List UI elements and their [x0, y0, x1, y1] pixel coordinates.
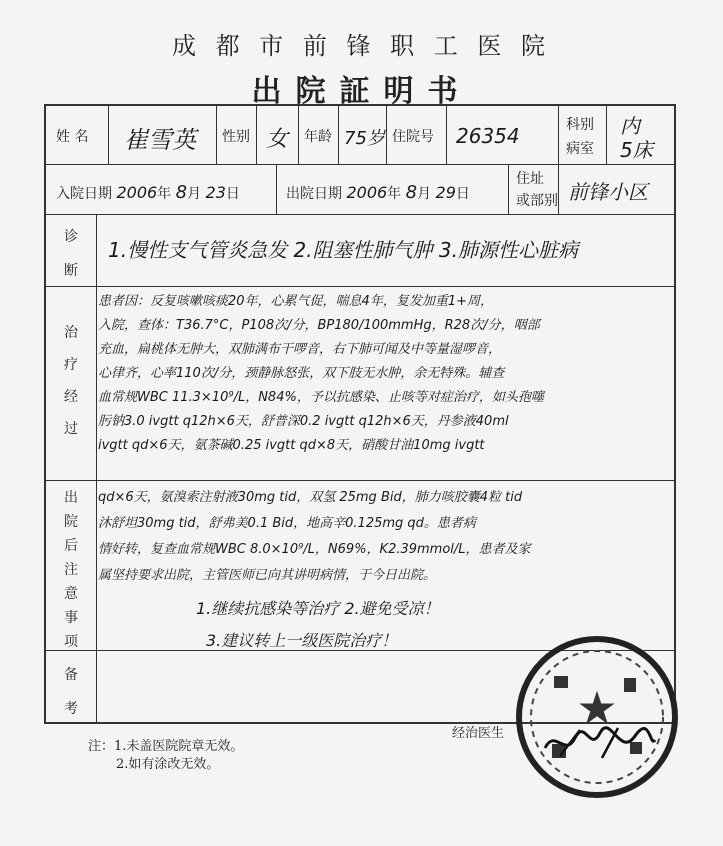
unit-label: 或部别: [516, 193, 558, 209]
after-label-4: 注: [64, 562, 78, 578]
after-line: 沐舒坦30mg tid，舒弗美0.1 Bid，地高辛0.125mg qd。患者病: [98, 516, 476, 531]
name-label: 姓 名: [56, 129, 89, 145]
address-label: 住址: [516, 171, 544, 187]
ward-value: 5床: [620, 138, 653, 162]
col-divider: [276, 164, 277, 214]
col-divider: [108, 106, 109, 164]
label-column-divider: [96, 214, 97, 724]
treatment-label-2: 疗: [64, 357, 78, 373]
discharge-date-text: 出院日期: [286, 186, 342, 202]
admission-no-label: 住院号: [392, 129, 434, 145]
dept-label: 科别: [566, 117, 594, 133]
row-divider: [46, 164, 674, 165]
signature-stroke: [545, 728, 655, 748]
after-label-3: 后: [64, 538, 78, 554]
hospital-seal: [512, 632, 682, 802]
treatment-line: 入院，查体：T36.7°C，P108次/分，BP180/100mmHg，R28次/分，咽部: [98, 318, 540, 333]
patient-age: 75岁: [344, 128, 385, 149]
note-2: 2.如有涂改无效。: [116, 757, 220, 772]
after-label-1: 出: [64, 490, 78, 506]
col-divider: [338, 106, 339, 164]
treatment-line: 血常规WBC 11.3×10⁹/L，N84%，予以抗感染、止咳等对症治疗，如头孢噻: [98, 390, 544, 405]
admit-month: 8: [175, 182, 188, 203]
diagnosis-text: 1.慢性支气管炎急发 2.阻塞性肺气肿 3.肺源性心脏病: [108, 238, 578, 262]
col-divider: [216, 106, 217, 164]
after-label-6: 事: [64, 610, 78, 626]
remark-label-2: 考: [64, 701, 78, 717]
document-title: 出院証明书: [251, 74, 472, 109]
admit-date-text: 入院日期: [56, 186, 112, 202]
seal-mark: [554, 676, 568, 688]
admit-date-label: 入院日期 2006年 8月 23日: [56, 182, 240, 203]
after-line: 情好转，复查血常规WBC 8.0×10⁹/L，N69%，K2.39mmol/L，患者及家: [98, 542, 531, 557]
col-divider: [446, 106, 447, 164]
discharge-day: 29: [435, 183, 456, 202]
dept-value: 内: [620, 114, 640, 138]
sex-label: 性别: [222, 129, 250, 145]
note-1: 注：1.未盖医院院章无效。: [88, 739, 244, 754]
col-divider: [386, 106, 387, 164]
discharge-date-label: 出院日期 2006年 8月 29日: [286, 182, 470, 203]
treatment-line: 肟钠3.0 ivgtt q12h×6天，舒普深0.2 ivgtt q12h×6天，丹参液40ml: [98, 414, 509, 429]
discharge-year: 2006: [346, 183, 388, 202]
doctor-label: 经治医生: [452, 726, 505, 741]
hospital-name: 成 都 市 前 锋 职 工 医 院: [171, 32, 552, 60]
after-label-5: 意: [64, 586, 78, 602]
seal-star: ★: [576, 681, 618, 735]
row-divider: [46, 214, 674, 215]
diagnosis-label-2: 断: [64, 263, 78, 279]
after-line: 属坚持要求出院，主管医师已向其讲明病情，于今日出院。: [98, 568, 437, 583]
col-divider: [298, 106, 299, 164]
address-value: 前锋小区: [568, 180, 648, 204]
admit-day: 23: [205, 183, 226, 202]
row-divider: [46, 286, 674, 287]
patient-name: 崔雪英: [124, 126, 196, 154]
admit-year: 2006: [116, 183, 158, 202]
col-divider: [256, 106, 257, 164]
treatment-line: 心律齐，心率110次/分，颈静脉怒张，双下肢无水肿，余无特殊。辅查: [98, 366, 505, 381]
col-divider: [508, 164, 509, 214]
after-line: 1.继续抗感染等治疗 2.避免受凉！: [196, 599, 440, 618]
certificate-form: [44, 104, 676, 724]
doctor-signature: [540, 718, 660, 768]
col-divider: [558, 106, 559, 214]
discharge-month: 8: [405, 182, 418, 203]
treatment-line: 充血，扁桃体无肿大，双肺满布干啰音，右下肺可闻及中等量湿啰音，: [98, 342, 502, 357]
notes: [88, 738, 243, 774]
ward-label: 病室: [566, 141, 594, 157]
patient-sex: 女: [266, 127, 289, 152]
diagnosis-label-1: 诊: [64, 229, 78, 245]
after-line: 3.建议转上一级医院治疗！: [206, 631, 398, 650]
treatment-label-4: 过: [64, 421, 78, 437]
after-label-2: 院: [64, 514, 78, 530]
treatment-label-3: 经: [64, 389, 78, 405]
col-divider: [606, 106, 607, 164]
remark-label-1: 备: [64, 667, 78, 683]
admission-no: 26354: [456, 124, 520, 148]
after-label-7: 项: [64, 634, 78, 650]
seal-mark: [624, 678, 636, 692]
signature-stroke: [560, 728, 618, 758]
row-divider: [46, 480, 674, 481]
age-label: 年龄: [304, 129, 332, 145]
treatment-line: 患者因：反复咳嗽咳痰20年，心累气促，喘息4年，复发加重1+周，: [98, 294, 493, 309]
treatment-label-1: 治: [64, 325, 78, 341]
treatment-line: qd×6天，氨溴索注射液30mg tid，双氢 25mg Bid，肺力咳胶囊4粒 tid: [98, 490, 523, 505]
treatment-line: ivgtt qd×6天，氨茶碱0.25 ivgtt qd×8天，硝酸甘油10mg ivgtt: [98, 438, 485, 453]
